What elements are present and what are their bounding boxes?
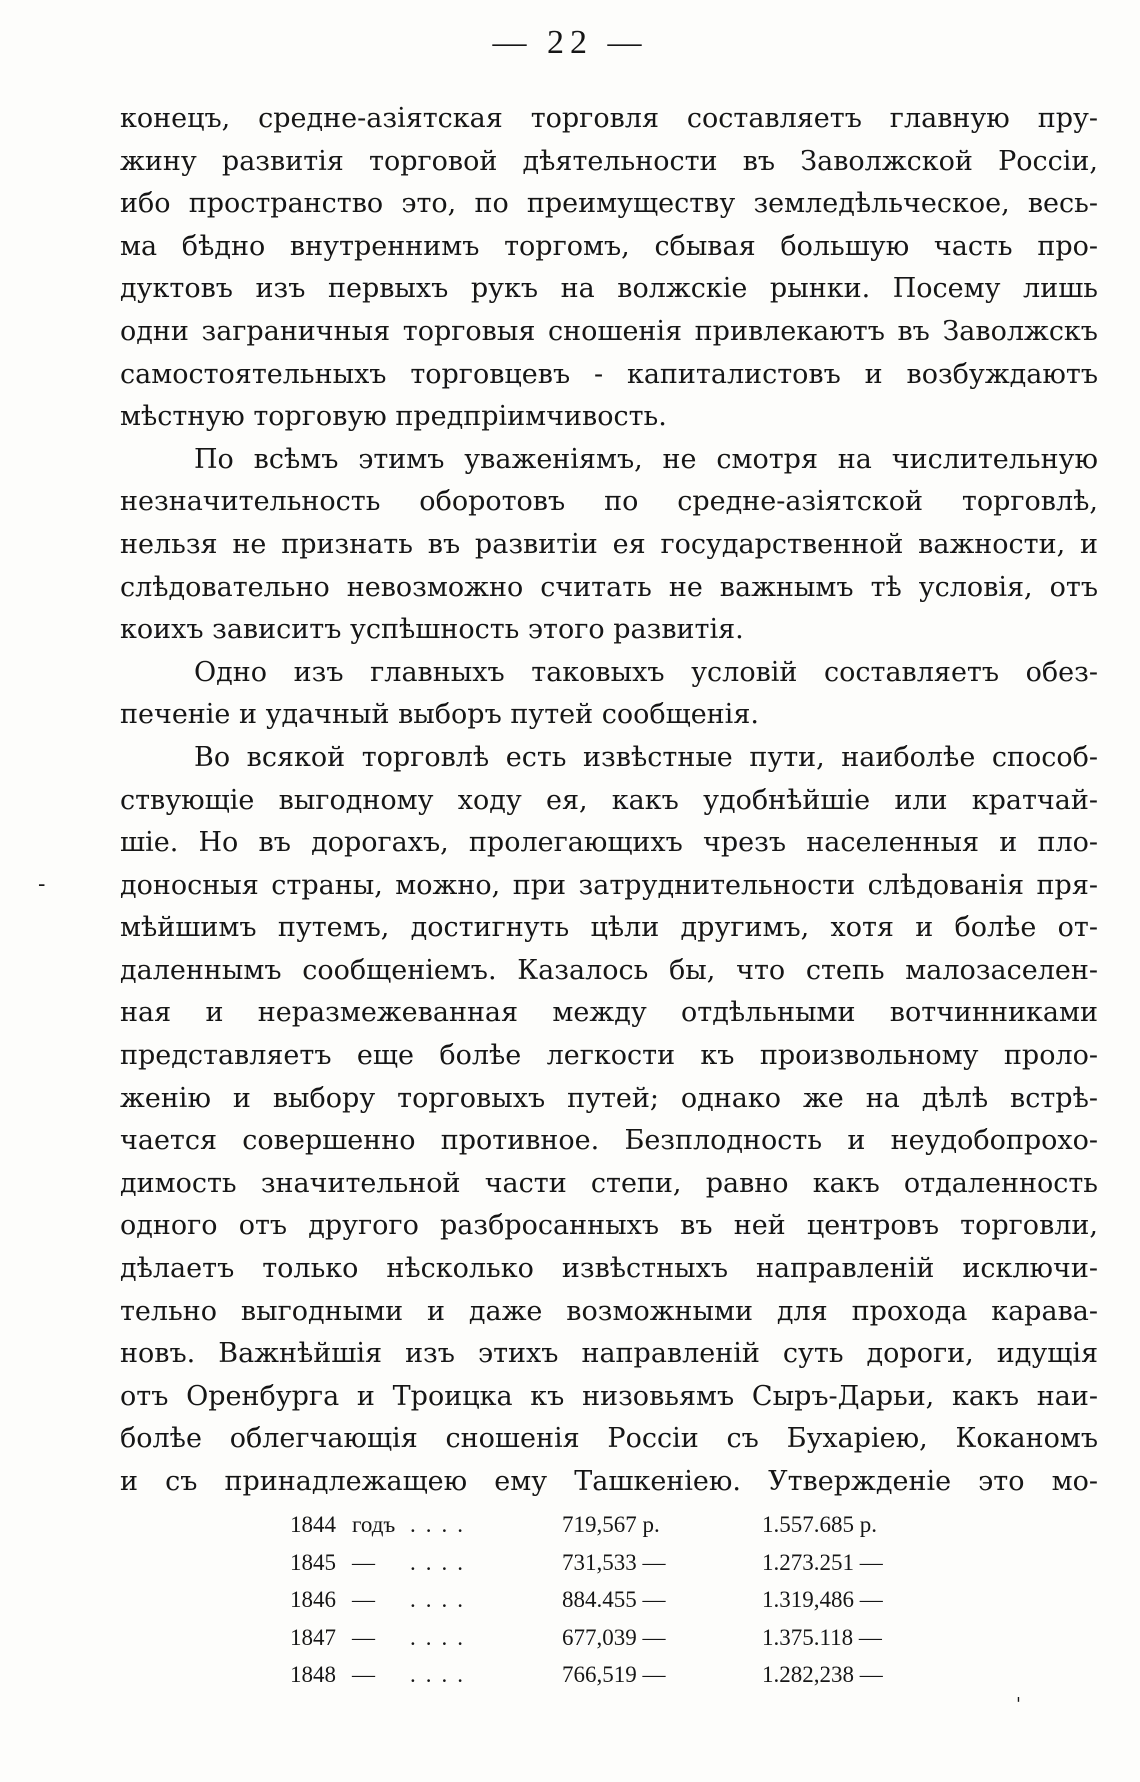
- year-cell: 1848: [290, 1662, 336, 1687]
- body-text: [120, 98, 1098, 1504]
- value-cell: 1.375.118 —: [762, 1624, 882, 1650]
- leader-dots: ....: [410, 1549, 473, 1575]
- text-line: ибо пространство это, по преимуществу земледѣльческое, весь-: [120, 188, 1098, 220]
- text-line: нельзя не признать въ развитіи ея государственной важности, и: [120, 528, 1098, 560]
- unit-cell: —: [352, 1662, 375, 1687]
- leader-dots: ....: [410, 1624, 473, 1650]
- text-line: болѣе облегчающія сношенія Россіи съ Бухаріею, Коканомъ: [120, 1423, 1098, 1455]
- value-cell: 1.282,238 —: [762, 1662, 883, 1687]
- value-cell: 731,533 —: [562, 1549, 666, 1575]
- leader-dots: ....: [410, 1512, 473, 1537]
- text-line: ма бѣдно внутреннимъ торгомъ, сбывая большую часть про-: [120, 230, 1098, 262]
- text-line: жину развитія торговой дѣятельности въ Заволжской Россіи,: [120, 145, 1098, 177]
- text-line: самостоятельныхъ торговцевъ - капиталистовъ и возбуждаютъ: [120, 358, 1098, 390]
- text-line: димость значительной части степи, равно какъ отдаленность: [120, 1167, 1098, 1199]
- leader-dots: ....: [410, 1587, 473, 1612]
- unit-cell: —: [352, 1549, 375, 1575]
- text-line: ная и неразмежеванная между отдѣльными вотчинниками: [120, 997, 1098, 1029]
- margin-mark: ': [1016, 1694, 1021, 1715]
- table-row: [290, 1581, 950, 1619]
- text-line: и съ принадлежащею ему Ташкеніею. Утвержденіе это мо-: [120, 1466, 1098, 1497]
- text-line: одного отъ другого разбросанныхъ въ ней центровъ торговли,: [120, 1210, 1098, 1242]
- leader-dots: ....: [410, 1662, 473, 1687]
- page-number: — 22 —: [492, 24, 648, 61]
- value-cell: 1.319,486 —: [762, 1587, 883, 1612]
- text-line: дуктовъ изъ первыхъ рукъ на волжскіе рынки. Посему лишь: [120, 273, 1098, 305]
- table-row: [290, 1544, 950, 1582]
- text-line: даленнымъ сообщеніемъ. Казалось бы, что степь малозаселен-: [120, 954, 1098, 986]
- text-line: Одно изъ главныхъ таковыхъ условій составляетъ обез-: [194, 656, 1098, 688]
- text-line: шіе. Но въ дорогахъ, пролегающихъ чрезъ населенныя и пло-: [120, 827, 1098, 859]
- text-line: женію и выбору торговыхъ путей; однако же на дѣлѣ встрѣ-: [120, 1082, 1098, 1114]
- text-line: мѣйшимъ путемъ, достигнуть цѣли другимъ, хотя и болѣе от-: [120, 912, 1098, 944]
- text-line: ствующіе выгодному ходу ея, какъ удобнѣйшіе или кратчай-: [120, 784, 1098, 816]
- year-cell: 1847: [290, 1624, 336, 1650]
- value-cell: 1.557.685 р.: [762, 1512, 877, 1537]
- trade-figures-table: [290, 1506, 950, 1694]
- table-row: [290, 1506, 950, 1544]
- text-line: представляетъ еще болѣе легкости къ произвольному проло-: [120, 1040, 1098, 1072]
- year-cell: 1846: [290, 1587, 336, 1612]
- value-cell: 766,519 —: [562, 1662, 666, 1687]
- table-row: [290, 1656, 950, 1694]
- text-line: отъ Оренбурга и Троицка къ низовьямъ Сыръ-Дарьи, какъ наи-: [120, 1380, 1098, 1412]
- margin-mark: -: [38, 872, 46, 897]
- value-cell: 677,039 —: [562, 1624, 666, 1650]
- text-line: чается совершенно противное. Безплодность и неудобопрохо-: [120, 1125, 1098, 1157]
- text-line: дѣлаетъ только нѣсколько извѣстныхъ направленій исключи-: [120, 1253, 1098, 1285]
- year-cell: 1845: [290, 1549, 336, 1575]
- text-line: печеніе и удачный выборъ путей сообщенія.: [120, 699, 759, 731]
- text-line: коихъ зависитъ успѣшность этого развитія.: [120, 614, 744, 646]
- value-cell: 1.273.251 —: [762, 1549, 883, 1575]
- year-cell: 1844: [290, 1512, 336, 1537]
- unit-cell: —: [352, 1624, 375, 1650]
- unit-cell: годъ: [352, 1512, 396, 1537]
- text-line: незначительность оборотовъ по средне-азіятской торговлѣ,: [120, 486, 1098, 518]
- value-cell: 884.455 —: [562, 1587, 666, 1612]
- text-line: слѣдовательно невозможно считать не важнымъ тѣ условія, отъ: [120, 571, 1098, 603]
- text-line: новъ. Важнѣйшія изъ этихъ направленій суть дороги, идущія: [120, 1338, 1098, 1370]
- text-line: По всѣмъ этимъ уваженіямъ, не смотря на чиcлительную: [194, 443, 1098, 475]
- text-line: одни заграничныя торговыя сношенія привлекаютъ въ Заволжскъ: [120, 315, 1098, 347]
- text-line: доносныя страны, можно, при затруднительности слѣдованія пря-: [120, 869, 1098, 901]
- table-row: [290, 1619, 950, 1657]
- text-line: мѣстную торговую предпріимчивость.: [120, 401, 667, 433]
- value-cell: 719,567 р.: [562, 1512, 660, 1537]
- text-line: тельно выгодными и даже возможными для прохода карава-: [120, 1295, 1098, 1327]
- text-line: конецъ, средне-азіятская торговля составляетъ главную пру-: [120, 103, 1098, 134]
- unit-cell: —: [352, 1587, 375, 1612]
- text-line: Во всякой торговлѣ есть извѣстные пути, наиболѣе способ-: [194, 741, 1098, 773]
